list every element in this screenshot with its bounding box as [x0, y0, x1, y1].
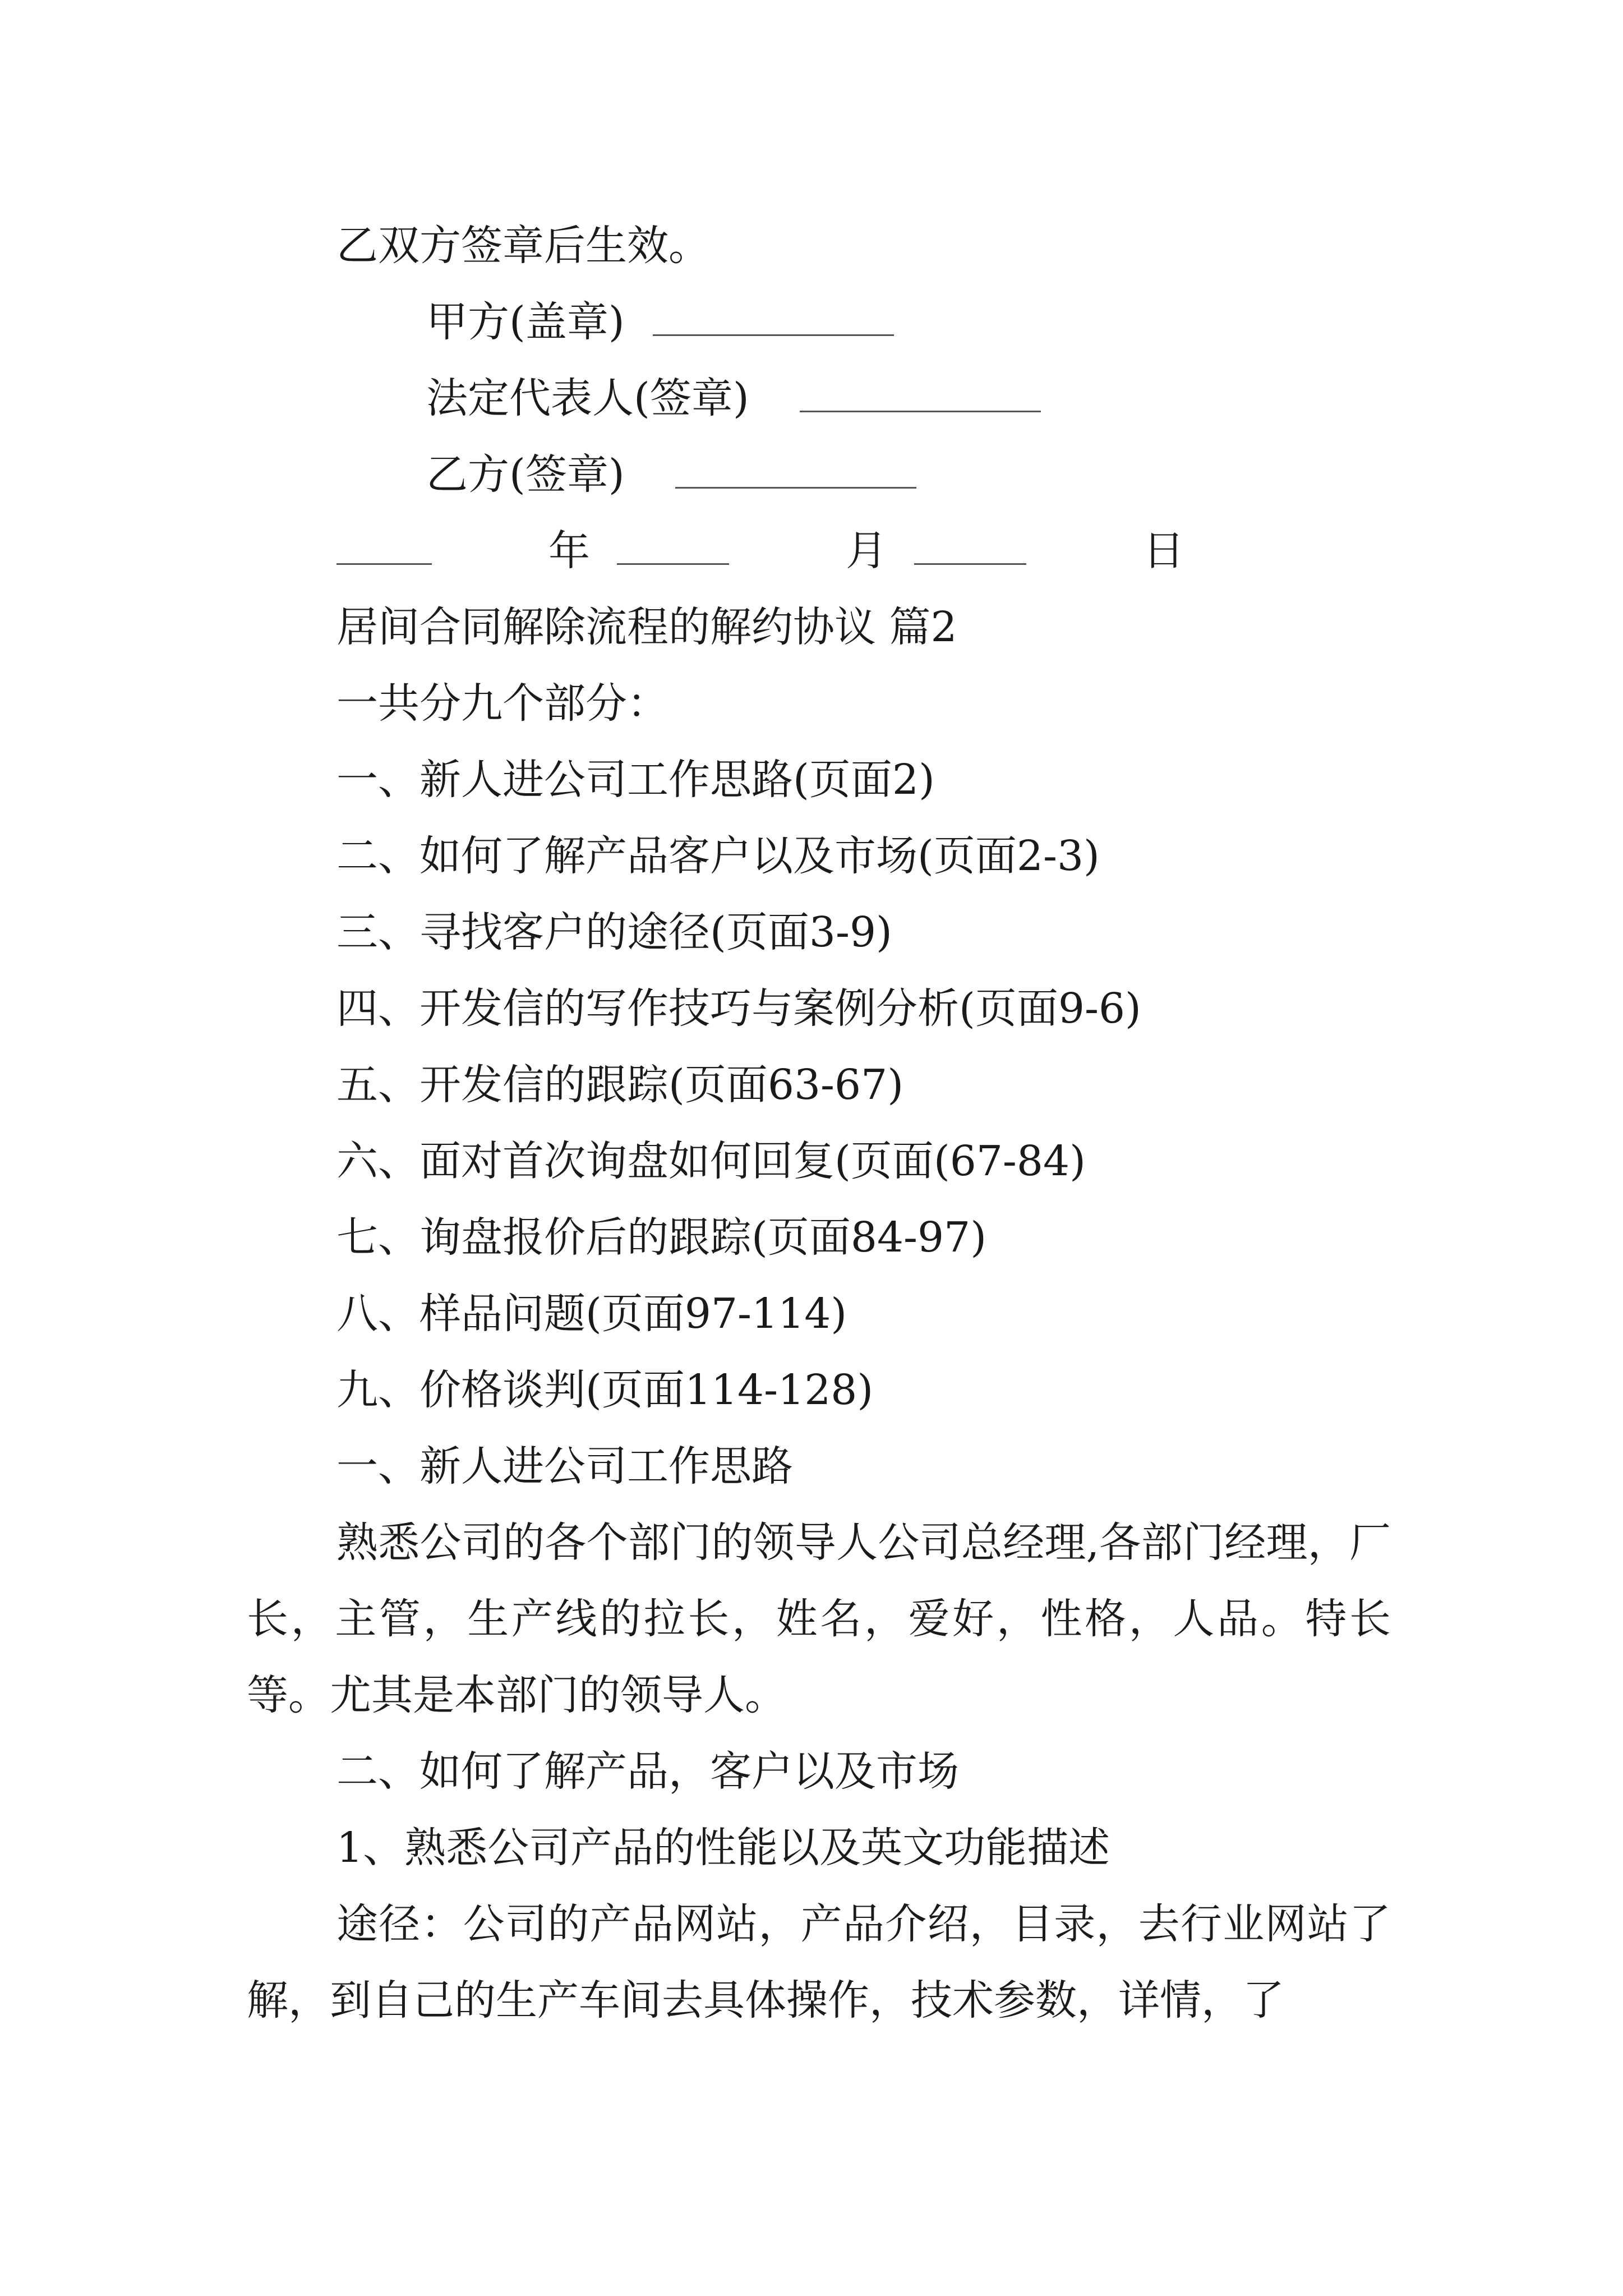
toc-item: 三、寻找客户的途径(页面3-9)	[336, 908, 892, 956]
section-1-body: 熟悉公司的各个部门的领导人公司总经理,各部门经理，厂长，主管，生产线的拉长，姓名，爱好，性格，人品。特长等。尤其是本部门的领导人。	[247, 1519, 1391, 1719]
party-b-signature-blank	[675, 453, 916, 489]
day-label: 日	[1143, 527, 1184, 575]
year-label: 年	[548, 527, 590, 575]
party-a-signature-blank	[653, 301, 894, 336]
party-b-label: 乙方(签章)	[426, 450, 625, 499]
toc-item: 二、如何了解产品客户以及市场(页面2-3)	[336, 832, 1100, 880]
toc-item: 四、开发信的写作技巧与案例分析(页面9-6)	[336, 984, 1141, 1033]
party-a-label: 甲方(盖章)	[426, 298, 625, 346]
month-blank	[617, 530, 729, 565]
year-blank	[336, 530, 432, 565]
legal-rep-label: 法定代表人(签章)	[426, 374, 749, 422]
toc-item: 六、面对首次询盘如何回复(页面(67-84)	[336, 1137, 1086, 1185]
legal-rep-signature-line	[247, 360, 1391, 436]
toc-intro: 一共分九个部分：	[336, 679, 668, 728]
party-a-signature-line	[247, 284, 1391, 360]
section-2-body: 途径：公司的产品网站，产品介绍，目录，去行业网站了解，到自己的生产车间去具体操作，技术参数，详情，了	[247, 1900, 1391, 2024]
article-heading: 居间合同解除流程的解约协议 篇2	[336, 603, 957, 651]
section-2-item-1: 1、熟悉公司产品的性能以及英文功能描述	[336, 1824, 1110, 1872]
legal-rep-signature-blank	[800, 377, 1041, 412]
party-b-signature-line	[247, 436, 1391, 513]
day-blank	[914, 530, 1026, 565]
month-label: 月	[846, 527, 887, 575]
toc-item: 八、样品问题(页面97-114)	[336, 1290, 847, 1338]
effect-clause: 乙双方签章后生效。	[336, 222, 710, 270]
toc-item: 一、新人进公司工作思路(页面2)	[336, 756, 935, 804]
document-content	[247, 208, 1391, 2039]
section-1-title: 一、新人进公司工作思路	[336, 1442, 793, 1490]
toc-item: 七、询盘报价后的跟踪(页面84-97)	[336, 1213, 987, 1262]
section-2-title: 二、如何了解产品，客户以及市场	[336, 1747, 959, 1796]
toc-item: 五、开发信的跟踪(页面63-67)	[336, 1061, 904, 1109]
toc-item: 九、价格谈判(页面114-128)	[336, 1366, 874, 1414]
date-line	[247, 513, 1391, 589]
